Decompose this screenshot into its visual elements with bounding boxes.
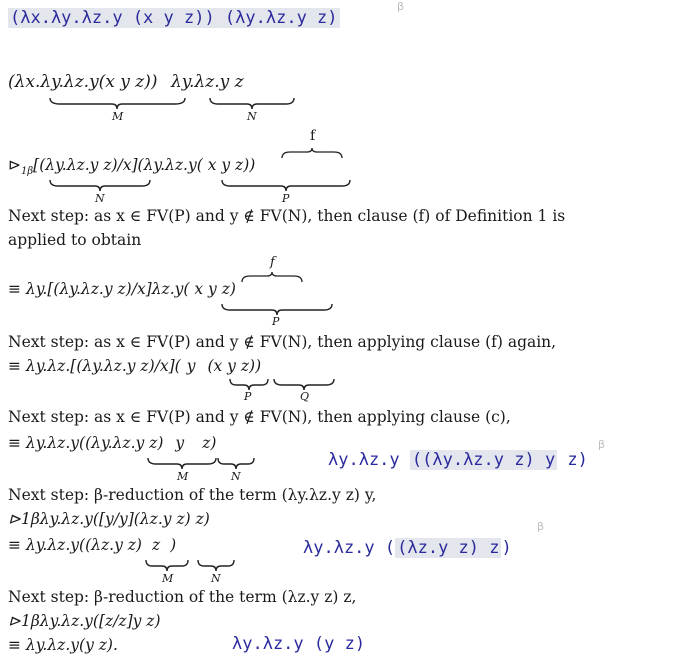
label-N-7: N (211, 572, 221, 585)
step-text-2: Next step: as x ∈ FV(P) and y ∉ FV(N), then applying clause (f) again, (8, 333, 557, 351)
term-line-5 (8, 434, 216, 452)
brace-N-line5 (218, 458, 254, 470)
brace-N-line2 (50, 180, 150, 192)
term-M: λy.λz.y(x y z) (40, 72, 151, 92)
brace-M-line5 (148, 458, 216, 470)
code7-highlight: (λz.y z) z (397, 538, 500, 558)
code-line-7 (303, 538, 512, 558)
term-M-7: y z) (114, 536, 142, 554)
term-line-2 (8, 156, 255, 177)
close-paren-4: ) (255, 357, 262, 375)
label-f-2: f (270, 255, 275, 270)
label-N-1: N (247, 110, 257, 123)
code-line-5 (328, 450, 588, 470)
label-N-5: N (231, 470, 241, 483)
term-line-3 (8, 280, 236, 298)
term-P-3: y( x y z) (174, 280, 236, 298)
close-paren-2: ) (249, 156, 256, 174)
bracket-open: [ (33, 156, 40, 174)
step-text-3: Next step: as x ∈ FV(P) and y ∉ FV(N), then applying clause (c), (8, 408, 511, 426)
term-P-2: λz.y( x y z) (165, 156, 250, 174)
term-Q-4: (x y z) (207, 357, 256, 375)
label-M-7: M (162, 572, 174, 585)
term-M-5: λz.y z) (112, 434, 164, 452)
label-N-2: N (95, 192, 105, 205)
label-M-1: M (112, 110, 124, 123)
term-line-9: ≡ λy.λz.y(y z). (8, 636, 118, 654)
close-7: ) (170, 536, 177, 554)
close-paren: ) (150, 72, 158, 92)
line7-prefix: ≡ λy.λz.y((λz. (8, 536, 115, 554)
label-P-3: P (272, 315, 280, 328)
line4-prefix: ≡ λy.λz.[(λy.λz.y z)/x]( (8, 357, 181, 375)
beta-marker-7: β (537, 520, 545, 533)
code5-prefix: λy.λz.y (328, 450, 410, 470)
code-line-9: λy.λz.y (y z) (232, 634, 366, 654)
term-line-6: ⊳1βλy.λz.y([y/y](λz.y z) z) (8, 510, 210, 528)
term-line-4 (8, 357, 261, 375)
label-Q-4: Q (300, 390, 310, 403)
open-paren: (λx. (8, 72, 41, 92)
line3-prefix: ≡ λy.[(λy.λz.y z)/x]λz. (8, 280, 175, 298)
term-line-1 (8, 72, 244, 92)
beta-marker-header: β (397, 0, 405, 13)
label-P-4: P (244, 390, 252, 403)
label-P-2: P (282, 192, 290, 205)
code5-suffix: z) (557, 450, 588, 470)
code7-prefix: λy.λz.y ( (303, 538, 396, 558)
brace-P-line2 (222, 180, 350, 192)
step-text-1b: applied to obtain (8, 231, 142, 249)
subst-mid: /x](λy. (117, 156, 166, 174)
term-N-2: (λy.λz.y z) (39, 156, 118, 174)
term-N-5: y (175, 434, 185, 452)
brace-N-line1 (210, 98, 294, 110)
close-5: z) (202, 434, 217, 452)
reduce-subscript: 1β (21, 166, 34, 178)
reduce-symbol: ⊳ (8, 156, 21, 174)
step-text-1: Next step: as x ∈ FV(P) and y ∉ FV(N), then clause (f) of Definition 1 is (8, 207, 566, 225)
beta-marker-5: β (598, 438, 606, 451)
brace-M-line1 (50, 98, 185, 110)
term-N: λy.λz.y z (170, 72, 244, 92)
term-N-7: z (151, 536, 161, 554)
code7-suffix: ) (501, 538, 512, 558)
term-line-8: ⊳1βλy.λz.y([z/z]y z) (8, 612, 161, 630)
step-text-5: Next step: β-reduction of the term (λz.y z) z, (8, 588, 357, 606)
line5-prefix: ≡ λy.λz.y((λy. (8, 434, 113, 452)
term-P-4: y (186, 357, 196, 375)
header-expression-text: (λx.λy.λz.y (x y z)) (λy.λz.y z) (10, 8, 338, 28)
term-line-7 (8, 536, 176, 554)
label-M-5: M (177, 470, 189, 483)
brace-M-line7 (146, 560, 188, 572)
brace-N-line7 (198, 560, 234, 572)
label-f-1: f (310, 128, 316, 144)
code5-highlight: ((λy.λz.y z) y (411, 450, 556, 470)
overbrace-f-line2 (282, 148, 342, 158)
overbrace-f-line3 (242, 272, 302, 282)
header-expression (8, 8, 340, 28)
step-text-4: Next step: β-reduction of the term (λy.λz.y z) y, (8, 486, 377, 504)
